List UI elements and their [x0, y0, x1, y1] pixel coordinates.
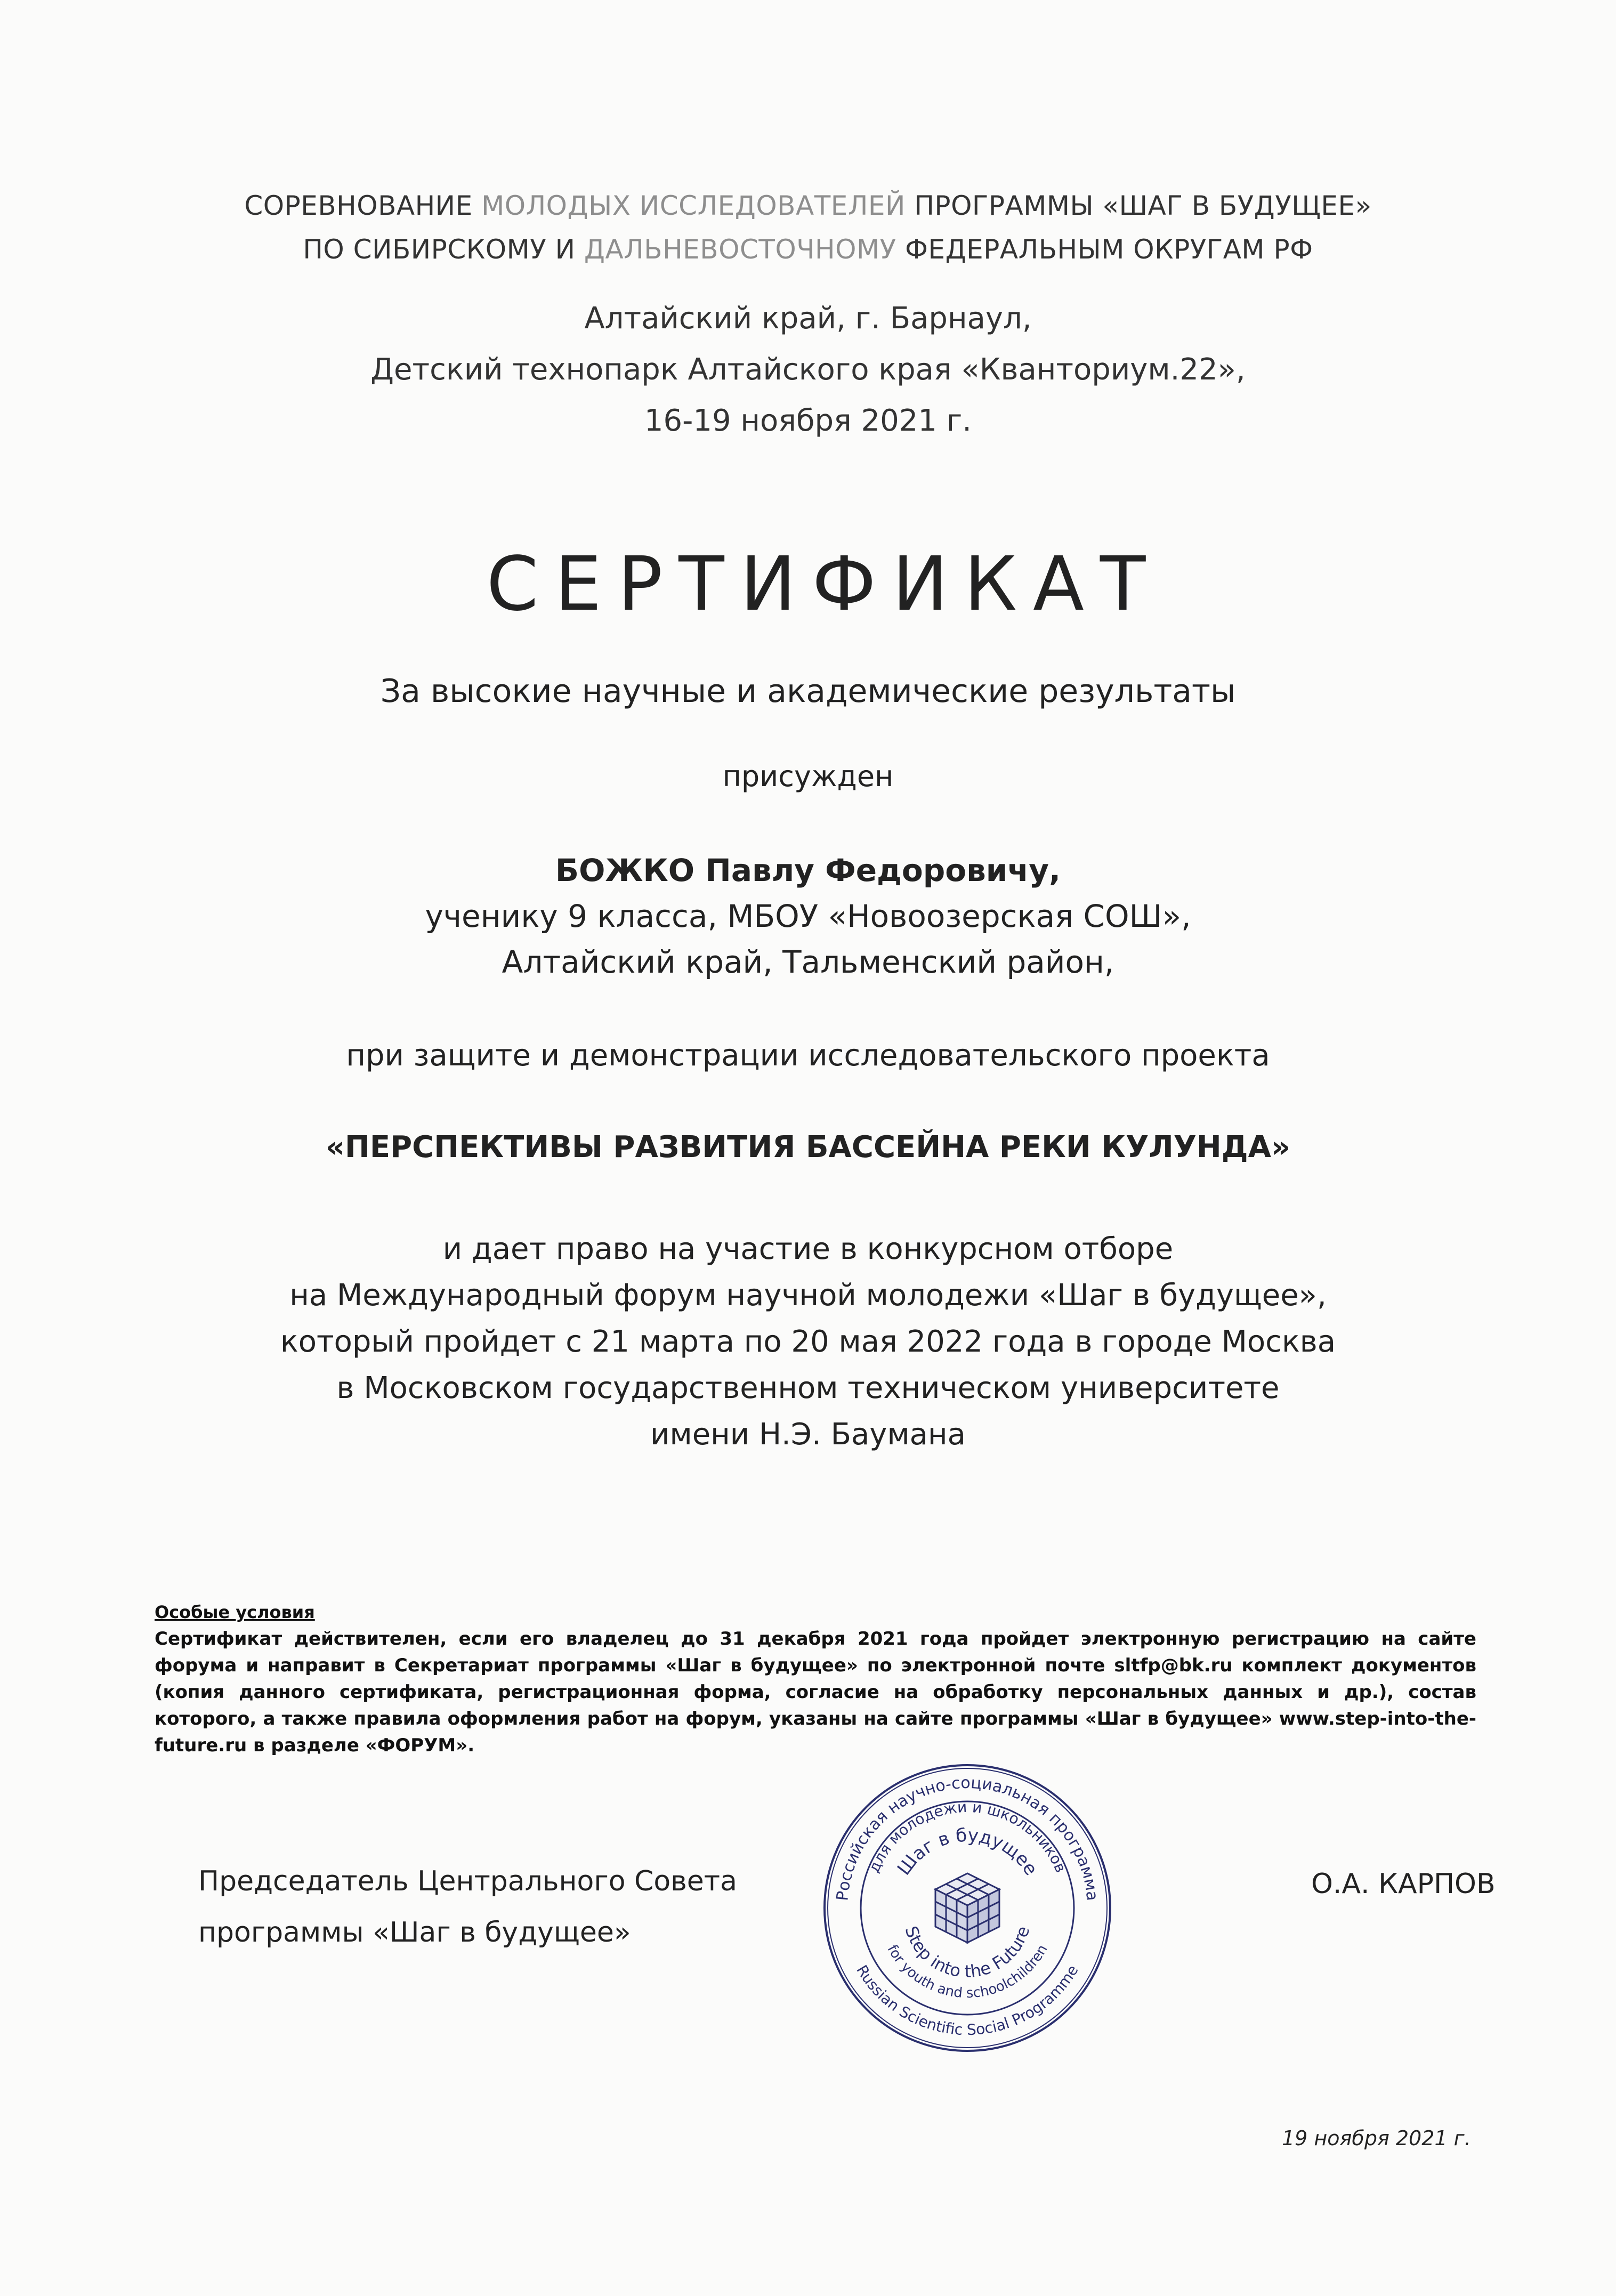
event-location: [0, 293, 1616, 447]
stamp-text-outer-top: Российская научно-социальная программа: [833, 1773, 1102, 1902]
rights-line-4: в Московском государственном техническом университете: [336, 1371, 1280, 1405]
project-title: «ПЕРСПЕКТИВЫ РАЗВИТИЯ БАССЕЙНА РЕКИ КУЛУНДА»: [325, 1130, 1291, 1165]
header-line-1: СОРЕВНОВАНИЕ МОЛОДЫХ ИССЛЕДОВАТЕЛЕЙ ПРОГРАММЫ «ШАГ В БУДУЩЕЕ»: [244, 190, 1372, 221]
stamp-text-center-bottom: Step into the Future: [901, 1923, 1034, 1982]
participation-rights: [0, 1226, 1616, 1458]
official-stamp: [818, 1759, 1117, 2057]
conditions-title: Особые условия: [155, 1602, 315, 1622]
rights-line-5: имени Н.Э. Баумана: [650, 1417, 966, 1452]
award-reason: За высокие научные и академические результаты: [380, 673, 1236, 710]
rights-line-3: который пройдет с 21 марта по 20 мая 2022 года в городе Москва: [280, 1324, 1336, 1359]
header-line-2: ПО СИБИРСКОМУ И ДАЛЬНЕВОСТОЧНОМУ ФЕДЕРАЛЬНЫМ ОКРУГАМ РФ: [303, 234, 1313, 265]
signer-name: О.А. КАРПОВ: [1311, 1868, 1496, 1900]
rights-line-1: и дает право на участие в конкурсном отборе: [442, 1232, 1174, 1266]
event-dates: 16-19 ноября 2021 г.: [644, 403, 972, 438]
issue-date: 19 ноября 2021 г.: [1282, 2127, 1471, 2150]
location-line-2: Детский технопарк Алтайского края «Кванториум.22»,: [370, 352, 1246, 387]
awarded-text: присужден: [722, 759, 894, 793]
certificate-title: СЕРТИФИКАТ: [486, 541, 1162, 628]
recipient-name: БОЖКО Павлу Федоровичу,: [555, 852, 1061, 888]
location-line-1: Алтайский край, г. Барнаул,: [584, 301, 1032, 336]
recipient-region: Алтайский край, Тальменский район,: [502, 944, 1114, 980]
recipient-school: ученику 9 класса, МБОУ «Новоозерская СОШ»,: [425, 898, 1191, 934]
chairman-line-1: Председатель Центрального Совета: [198, 1865, 737, 1897]
rights-line-2: на Международный форум научной молодежи «Шаг в будущее»,: [289, 1278, 1327, 1313]
project-defense-text: при защите и демонстрации исследовательского проекта: [346, 1038, 1270, 1073]
stamp-text-outer-bottom: Russian Scientific Social Programme: [853, 1962, 1082, 2039]
competition-header: [0, 184, 1616, 271]
stamp-text-center-top: Шаг в будущее: [893, 1824, 1042, 1880]
conditions-text: Сертификат действителен, если его владелец до 31 декабря 2021 года пройдет электронную регистрацию на сайте форума и направит в Секретариат программы «Шаг в будущее» по электронной почте sltfp@bk.ru комплект документов (копия данного сертификата, регистрационная форма, согласие на обработку персональных данных и др.), состав которого, а также правила оформления работ на форум, указаны на сайте программы «Шаг в будущее» www.step-into-the-future.ru в разделе «ФОРУМ».: [155, 1628, 1476, 1756]
chairman-line-2: программы «Шаг в будущее»: [198, 1917, 631, 1949]
special-conditions: [155, 1599, 1476, 1759]
recipient-block: [0, 847, 1616, 985]
cube-icon: [935, 1873, 999, 1943]
chairman-title: [198, 1856, 737, 1958]
stamp-text-inner-bottom: for youth and schoolchildren: [884, 1942, 1051, 2002]
stamp-text-inner-top: для молодежи и школьников: [864, 1798, 1070, 1875]
